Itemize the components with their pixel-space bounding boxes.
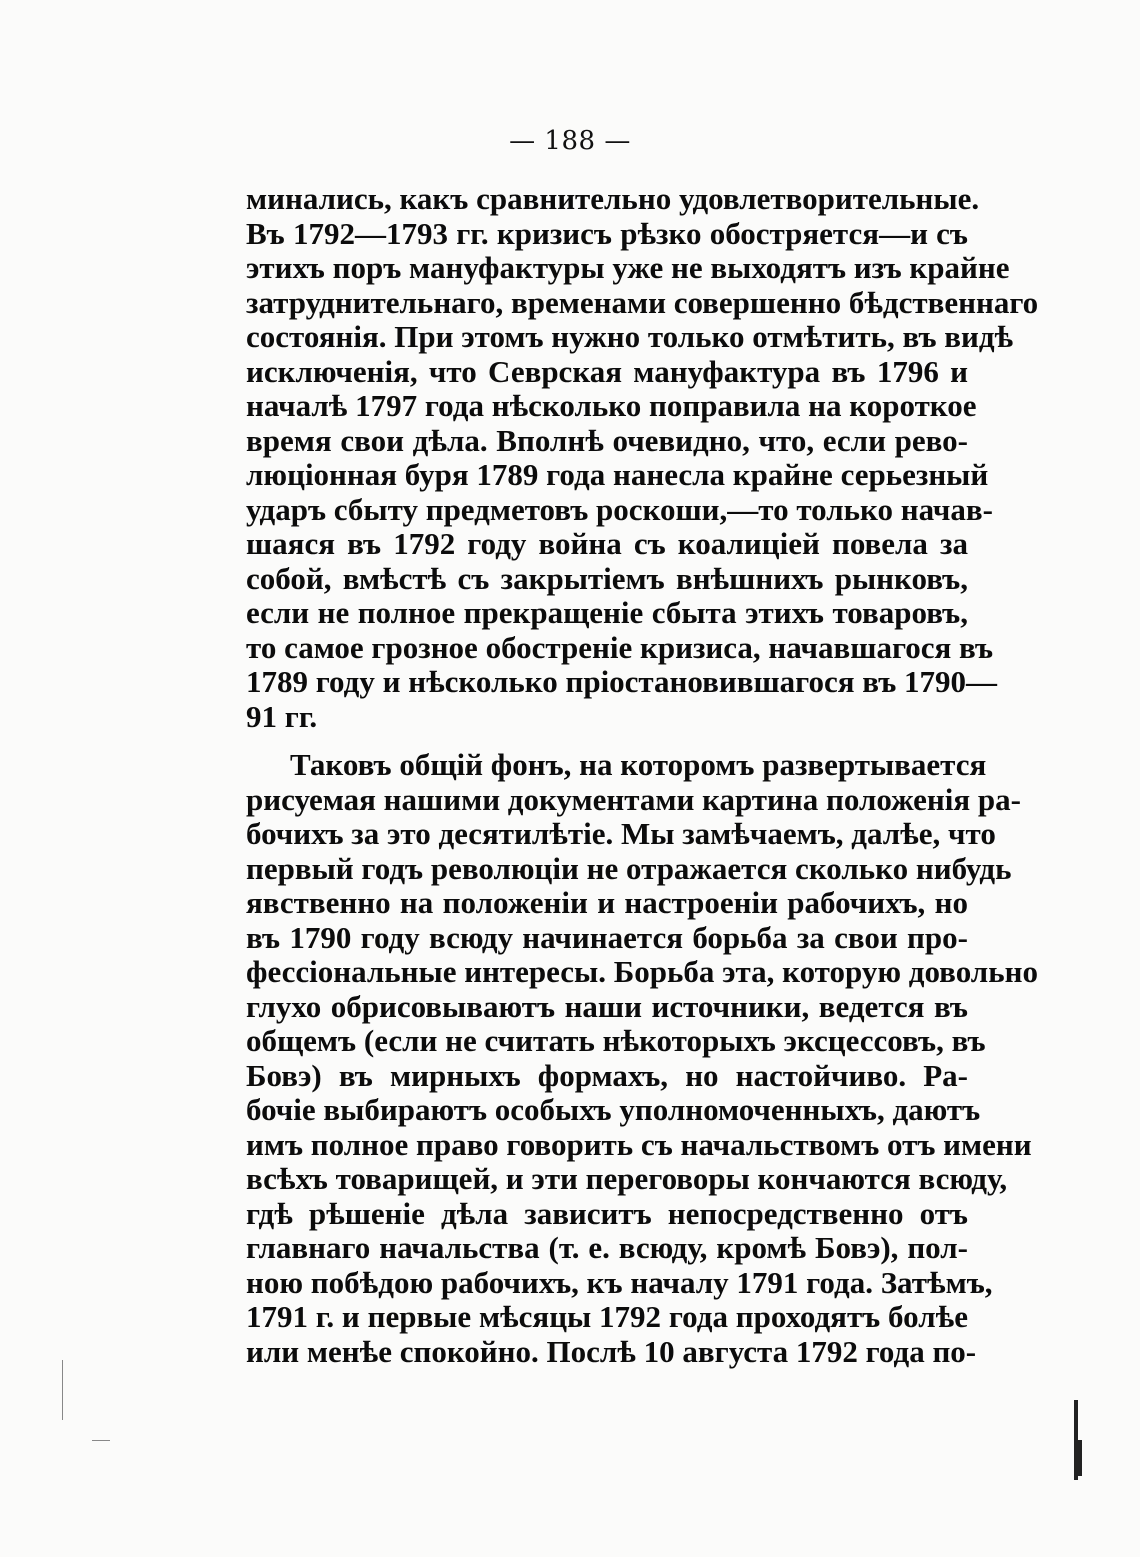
text-line: минались, какъ сравнительно удовлетворительные. (246, 181, 980, 216)
text-line: 1789 году и нѣсколько пріостановившагося въ 1790— (246, 664, 998, 699)
scan-mark (1076, 1440, 1082, 1476)
text-line: гдѣ рѣшеніе дѣла зависитъ непосредственно отъ (246, 1195, 968, 1231)
text-line: или менѣе спокойно. Послѣ 10 августа 1792 года по- (246, 1333, 977, 1369)
text-line: бочіе выбираютъ особыхъ уполномоченныхъ, даютъ (246, 1092, 981, 1127)
text-line: явственно на положеніи и настроеніи рабочихъ, но (246, 885, 968, 920)
scan-mark (92, 1440, 110, 1441)
text-line: ударъ сбыту предметовъ роскоши,—то только начав- (246, 491, 993, 527)
text-line: собой, вмѣстѣ съ закрытіемъ внѣшнихъ рынковъ, (246, 560, 968, 596)
text-line: первый годъ революціи не отражается сколько нибудь (246, 850, 1012, 886)
text-line: бочихъ за это десятилѣтіе. Мы замѣчаемъ, далѣе, что (246, 816, 996, 851)
text-line: шаяся въ 1792 году война съ коалиціей повела за (246, 526, 968, 561)
text-line: рисуемая нашими документами картина положенія ра- (246, 781, 1021, 817)
text-line: время свои дѣла. Вполнѣ очевидно, что, если рево- (246, 422, 968, 458)
text-line: ною побѣдою рабочихъ, къ началу 1791 года. Затѣмъ, (246, 1264, 993, 1300)
text-line: всѣхъ товарищей, и эти переговоры кончаются всюду, (246, 1161, 1008, 1196)
text-line: началѣ 1797 года нѣсколько поправила на короткое (246, 388, 977, 423)
paragraph-2 (246, 747, 1038, 1369)
body-text (246, 181, 1039, 1369)
text-line: люціонная буря 1789 года нанесла крайне серьезный (246, 457, 989, 492)
text-line: Въ 1792—1793 гг. кризисъ рѣзко обостряется—и съ (246, 215, 968, 251)
text-line: имъ полное право говорить съ начальствомъ отъ имени (246, 1126, 1032, 1162)
paragraph-gap (246, 734, 968, 748)
paragraph-1 (246, 181, 1039, 734)
text-line: фессіональные интересы. Борьба эта, которую довольно (246, 954, 1038, 989)
text-line: Бовэ) въ мирныхъ формахъ, но настойчиво. Ра- (246, 1057, 968, 1093)
text-line: затруднительнаго, временами совершенно бѣдственнаго (246, 284, 1039, 320)
text-line: Таковъ общій фонъ, на которомъ развертывается (290, 747, 987, 782)
text-line: если не полное прекращеніе сбыта этихъ товаровъ, (246, 595, 968, 630)
text-line: главнаго начальства (т. е. всюду, кромѣ Бовэ), пол- (246, 1230, 968, 1265)
scan-mark (62, 1360, 63, 1420)
text-line: состоянія. При этомъ нужно только отмѣтить, въ видѣ (246, 319, 1014, 354)
text-line: то самое грозное обостреніе кризиса, начавшагося въ (246, 629, 994, 665)
text-line: 1791 г. и первые мѣсяцы 1792 года проходятъ болѣе (246, 1299, 968, 1334)
text-line: общемъ (если не считать нѣкоторыхъ эксцессовъ, въ (246, 1023, 986, 1058)
text-line: этихъ поръ мануфактуры уже не выходятъ изъ крайне (246, 250, 1010, 285)
text-line: глухо обрисовываютъ наши источники, ведется въ (246, 988, 968, 1024)
text-line: исключенія, что Севрская мануфактура въ 1796 и (246, 353, 968, 389)
text-line: 91 гг. (246, 698, 318, 734)
text-line: въ 1790 году всюду начинается борьба за свои про- (246, 919, 968, 955)
page-number: — 188 — (509, 126, 631, 156)
